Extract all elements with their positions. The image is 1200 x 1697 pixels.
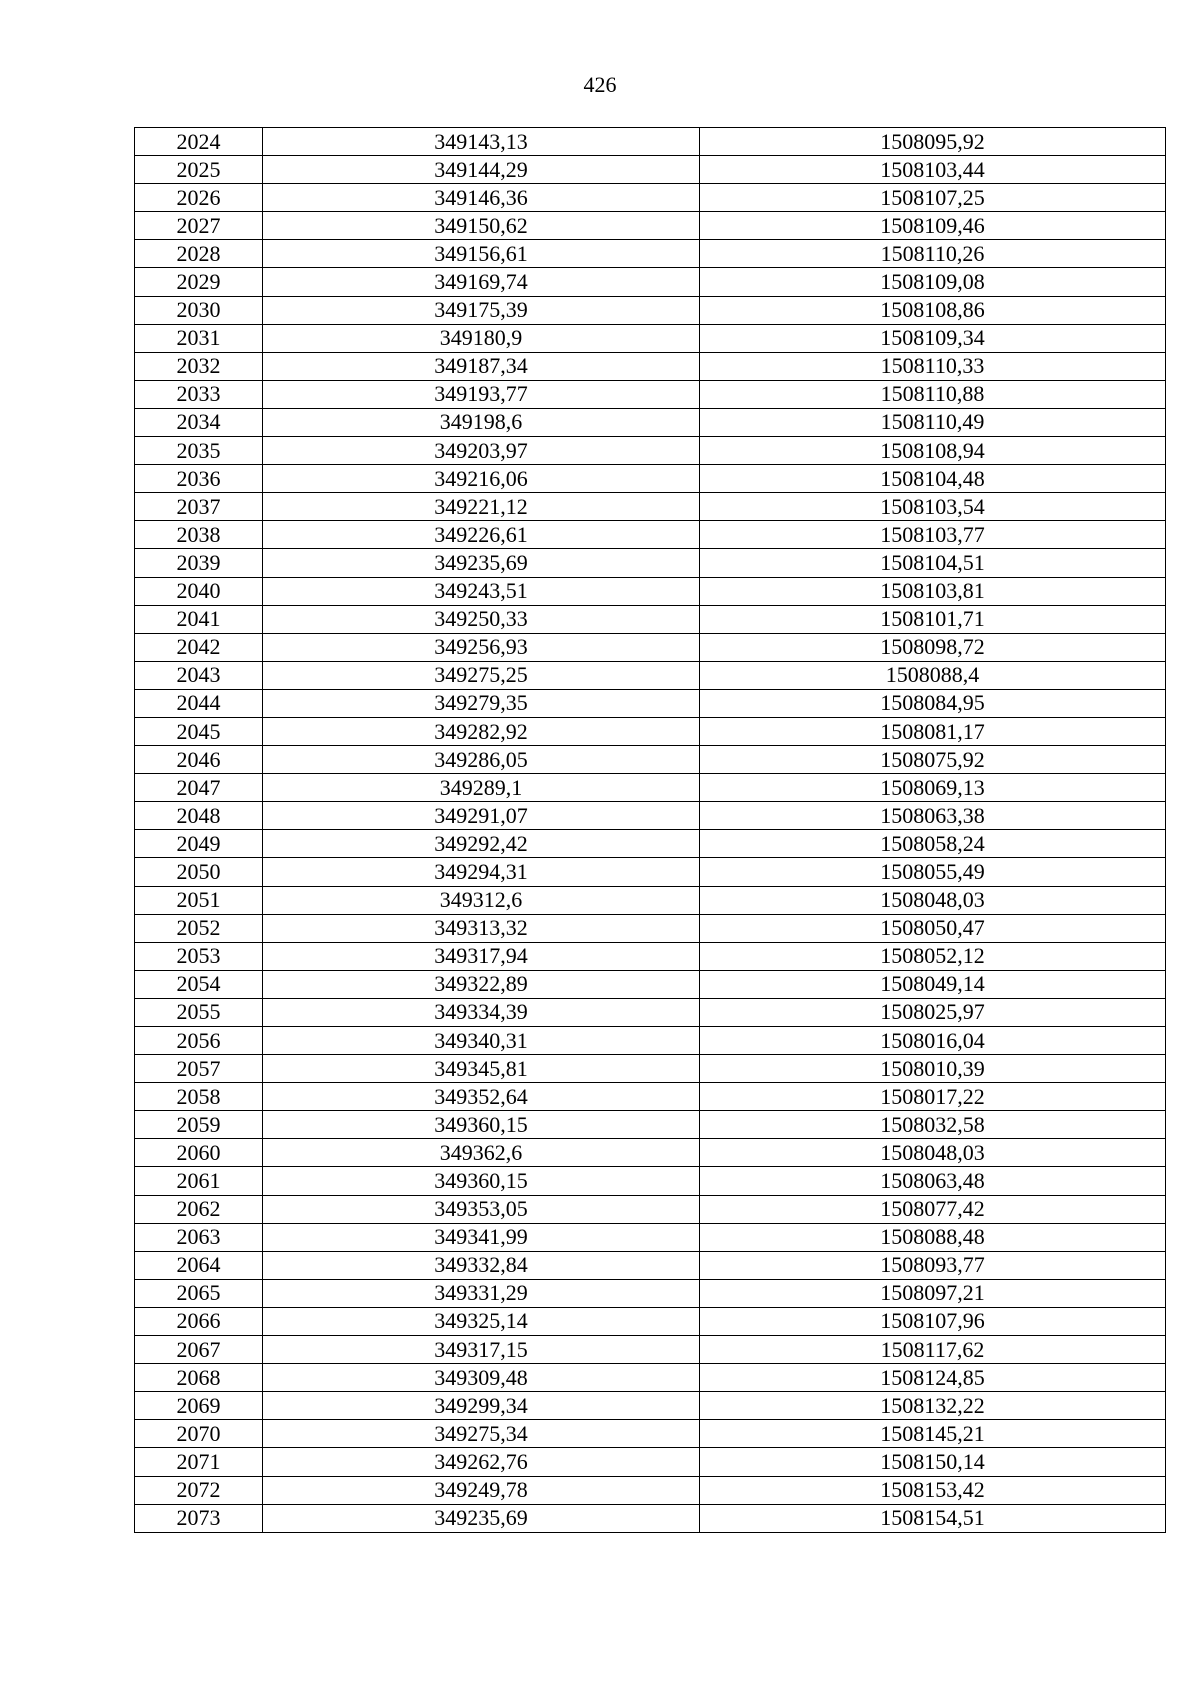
x-coordinate-cell: 349313,32 xyxy=(263,914,700,942)
table-row xyxy=(135,1364,1166,1392)
y-coordinate-cell: 1508103,77 xyxy=(700,521,1166,549)
point-number-cell: 2030 xyxy=(135,296,263,324)
y-coordinate-cell: 1508109,46 xyxy=(700,212,1166,240)
table-row xyxy=(135,858,1166,886)
point-number-cell: 2058 xyxy=(135,1083,263,1111)
x-coordinate-cell: 349317,94 xyxy=(263,942,700,970)
x-coordinate-cell: 349226,61 xyxy=(263,521,700,549)
x-coordinate-cell: 349291,07 xyxy=(263,802,700,830)
table-row xyxy=(135,1504,1166,1532)
point-number-cell: 2026 xyxy=(135,184,263,212)
y-coordinate-cell: 1508110,26 xyxy=(700,240,1166,268)
x-coordinate-cell: 349360,15 xyxy=(263,1111,700,1139)
point-number-cell: 2071 xyxy=(135,1448,263,1476)
x-coordinate-cell: 349317,15 xyxy=(263,1336,700,1364)
point-number-cell: 2029 xyxy=(135,268,263,296)
table-row xyxy=(135,689,1166,717)
table-row xyxy=(135,408,1166,436)
y-coordinate-cell: 1508063,38 xyxy=(700,802,1166,830)
x-coordinate-cell: 349175,39 xyxy=(263,296,700,324)
table-row xyxy=(135,1392,1166,1420)
table-row xyxy=(135,240,1166,268)
x-coordinate-cell: 349341,99 xyxy=(263,1223,700,1251)
coordinates-table xyxy=(134,127,1166,1533)
x-coordinate-cell: 349309,48 xyxy=(263,1364,700,1392)
y-coordinate-cell: 1508132,22 xyxy=(700,1392,1166,1420)
y-coordinate-cell: 1508110,49 xyxy=(700,408,1166,436)
x-coordinate-cell: 349235,69 xyxy=(263,1504,700,1532)
y-coordinate-cell: 1508101,71 xyxy=(700,605,1166,633)
y-coordinate-cell: 1508063,48 xyxy=(700,1167,1166,1195)
x-coordinate-cell: 349146,36 xyxy=(263,184,700,212)
table-row xyxy=(135,352,1166,380)
x-coordinate-cell: 349180,9 xyxy=(263,324,700,352)
table-row xyxy=(135,296,1166,324)
x-coordinate-cell: 349294,31 xyxy=(263,858,700,886)
point-number-cell: 2040 xyxy=(135,577,263,605)
table-row xyxy=(135,1083,1166,1111)
x-coordinate-cell: 349345,81 xyxy=(263,1055,700,1083)
point-number-cell: 2031 xyxy=(135,324,263,352)
x-coordinate-cell: 349289,1 xyxy=(263,774,700,802)
x-coordinate-cell: 349312,6 xyxy=(263,886,700,914)
y-coordinate-cell: 1508077,42 xyxy=(700,1195,1166,1223)
table-row xyxy=(135,1223,1166,1251)
x-coordinate-cell: 349275,34 xyxy=(263,1420,700,1448)
y-coordinate-cell: 1508097,21 xyxy=(700,1279,1166,1307)
point-number-cell: 2039 xyxy=(135,549,263,577)
x-coordinate-cell: 349360,15 xyxy=(263,1167,700,1195)
table-row xyxy=(135,324,1166,352)
y-coordinate-cell: 1508069,13 xyxy=(700,774,1166,802)
x-coordinate-cell: 349282,92 xyxy=(263,717,700,745)
table-row xyxy=(135,746,1166,774)
point-number-cell: 2043 xyxy=(135,661,263,689)
table-row xyxy=(135,1027,1166,1055)
point-number-cell: 2051 xyxy=(135,886,263,914)
table-row xyxy=(135,380,1166,408)
table-row xyxy=(135,212,1166,240)
table-row xyxy=(135,1279,1166,1307)
x-coordinate-cell: 349325,14 xyxy=(263,1307,700,1335)
table-row xyxy=(135,156,1166,184)
x-coordinate-cell: 349235,69 xyxy=(263,549,700,577)
point-number-cell: 2073 xyxy=(135,1504,263,1532)
x-coordinate-cell: 349353,05 xyxy=(263,1195,700,1223)
point-number-cell: 2061 xyxy=(135,1167,263,1195)
point-number-cell: 2063 xyxy=(135,1223,263,1251)
x-coordinate-cell: 349299,34 xyxy=(263,1392,700,1420)
x-coordinate-cell: 349286,05 xyxy=(263,746,700,774)
point-number-cell: 2050 xyxy=(135,858,263,886)
point-number-cell: 2032 xyxy=(135,352,263,380)
y-coordinate-cell: 1508154,51 xyxy=(700,1504,1166,1532)
y-coordinate-cell: 1508110,33 xyxy=(700,352,1166,380)
point-number-cell: 2027 xyxy=(135,212,263,240)
x-coordinate-cell: 349249,78 xyxy=(263,1476,700,1504)
table-row xyxy=(135,774,1166,802)
table-row xyxy=(135,1336,1166,1364)
point-number-cell: 2036 xyxy=(135,465,263,493)
table-row xyxy=(135,942,1166,970)
table-row xyxy=(135,605,1166,633)
y-coordinate-cell: 1508050,47 xyxy=(700,914,1166,942)
x-coordinate-cell: 349193,77 xyxy=(263,380,700,408)
y-coordinate-cell: 1508108,86 xyxy=(700,296,1166,324)
table-row xyxy=(135,128,1166,156)
x-coordinate-cell: 349169,74 xyxy=(263,268,700,296)
point-number-cell: 2049 xyxy=(135,830,263,858)
point-number-cell: 2066 xyxy=(135,1307,263,1335)
point-number-cell: 2038 xyxy=(135,521,263,549)
table-row xyxy=(135,830,1166,858)
point-number-cell: 2054 xyxy=(135,970,263,998)
table-row xyxy=(135,437,1166,465)
table-row xyxy=(135,998,1166,1026)
x-coordinate-cell: 349216,06 xyxy=(263,465,700,493)
x-coordinate-cell: 349198,6 xyxy=(263,408,700,436)
point-number-cell: 2048 xyxy=(135,802,263,830)
point-number-cell: 2044 xyxy=(135,689,263,717)
y-coordinate-cell: 1508088,4 xyxy=(700,661,1166,689)
y-coordinate-cell: 1508145,21 xyxy=(700,1420,1166,1448)
y-coordinate-cell: 1508049,14 xyxy=(700,970,1166,998)
x-coordinate-cell: 349331,29 xyxy=(263,1279,700,1307)
point-number-cell: 2069 xyxy=(135,1392,263,1420)
table-row xyxy=(135,521,1166,549)
table-row xyxy=(135,1448,1166,1476)
table-row xyxy=(135,1195,1166,1223)
y-coordinate-cell: 1508058,24 xyxy=(700,830,1166,858)
coordinates-table-body xyxy=(135,128,1166,1533)
table-row xyxy=(135,549,1166,577)
table-row xyxy=(135,661,1166,689)
y-coordinate-cell: 1508025,97 xyxy=(700,998,1166,1026)
table-row xyxy=(135,1139,1166,1167)
x-coordinate-cell: 349332,84 xyxy=(263,1251,700,1279)
y-coordinate-cell: 1508103,81 xyxy=(700,577,1166,605)
y-coordinate-cell: 1508117,62 xyxy=(700,1336,1166,1364)
x-coordinate-cell: 349275,25 xyxy=(263,661,700,689)
y-coordinate-cell: 1508104,51 xyxy=(700,549,1166,577)
point-number-cell: 2045 xyxy=(135,717,263,745)
x-coordinate-cell: 349150,62 xyxy=(263,212,700,240)
point-number-cell: 2059 xyxy=(135,1111,263,1139)
point-number-cell: 2068 xyxy=(135,1364,263,1392)
point-number-cell: 2046 xyxy=(135,746,263,774)
table-row xyxy=(135,1476,1166,1504)
y-coordinate-cell: 1508048,03 xyxy=(700,1139,1166,1167)
y-coordinate-cell: 1508032,58 xyxy=(700,1111,1166,1139)
table-row xyxy=(135,1167,1166,1195)
y-coordinate-cell: 1508150,14 xyxy=(700,1448,1166,1476)
y-coordinate-cell: 1508107,96 xyxy=(700,1307,1166,1335)
y-coordinate-cell: 1508010,39 xyxy=(700,1055,1166,1083)
x-coordinate-cell: 349362,6 xyxy=(263,1139,700,1167)
x-coordinate-cell: 349221,12 xyxy=(263,493,700,521)
y-coordinate-cell: 1508095,92 xyxy=(700,128,1166,156)
x-coordinate-cell: 349322,89 xyxy=(263,970,700,998)
table-row xyxy=(135,970,1166,998)
point-number-cell: 2070 xyxy=(135,1420,263,1448)
point-number-cell: 2057 xyxy=(135,1055,263,1083)
y-coordinate-cell: 1508017,22 xyxy=(700,1083,1166,1111)
point-number-cell: 2042 xyxy=(135,633,263,661)
x-coordinate-cell: 349203,97 xyxy=(263,437,700,465)
table-row xyxy=(135,465,1166,493)
table-row xyxy=(135,886,1166,914)
table-row xyxy=(135,717,1166,745)
point-number-cell: 2024 xyxy=(135,128,263,156)
x-coordinate-cell: 349262,76 xyxy=(263,1448,700,1476)
x-coordinate-cell: 349143,13 xyxy=(263,128,700,156)
y-coordinate-cell: 1508048,03 xyxy=(700,886,1166,914)
x-coordinate-cell: 349256,93 xyxy=(263,633,700,661)
point-number-cell: 2072 xyxy=(135,1476,263,1504)
y-coordinate-cell: 1508110,88 xyxy=(700,380,1166,408)
y-coordinate-cell: 1508098,72 xyxy=(700,633,1166,661)
point-number-cell: 2067 xyxy=(135,1336,263,1364)
y-coordinate-cell: 1508103,44 xyxy=(700,156,1166,184)
table-row xyxy=(135,1111,1166,1139)
x-coordinate-cell: 349250,33 xyxy=(263,605,700,633)
point-number-cell: 2034 xyxy=(135,408,263,436)
point-number-cell: 2052 xyxy=(135,914,263,942)
y-coordinate-cell: 1508124,85 xyxy=(700,1364,1166,1392)
point-number-cell: 2055 xyxy=(135,998,263,1026)
y-coordinate-cell: 1508052,12 xyxy=(700,942,1166,970)
point-number-cell: 2041 xyxy=(135,605,263,633)
y-coordinate-cell: 1508104,48 xyxy=(700,465,1166,493)
y-coordinate-cell: 1508153,42 xyxy=(700,1476,1166,1504)
x-coordinate-cell: 349352,64 xyxy=(263,1083,700,1111)
x-coordinate-cell: 349279,35 xyxy=(263,689,700,717)
table-row xyxy=(135,577,1166,605)
table-row xyxy=(135,1420,1166,1448)
x-coordinate-cell: 349340,31 xyxy=(263,1027,700,1055)
point-number-cell: 2033 xyxy=(135,380,263,408)
table-row xyxy=(135,802,1166,830)
y-coordinate-cell: 1508109,34 xyxy=(700,324,1166,352)
point-number-cell: 2035 xyxy=(135,437,263,465)
y-coordinate-cell: 1508107,25 xyxy=(700,184,1166,212)
point-number-cell: 2056 xyxy=(135,1027,263,1055)
x-coordinate-cell: 349187,34 xyxy=(263,352,700,380)
table-row xyxy=(135,268,1166,296)
table-row xyxy=(135,1307,1166,1335)
point-number-cell: 2025 xyxy=(135,156,263,184)
table-row xyxy=(135,914,1166,942)
x-coordinate-cell: 349292,42 xyxy=(263,830,700,858)
y-coordinate-cell: 1508084,95 xyxy=(700,689,1166,717)
point-number-cell: 2028 xyxy=(135,240,263,268)
table-row xyxy=(135,633,1166,661)
y-coordinate-cell: 1508109,08 xyxy=(700,268,1166,296)
y-coordinate-cell: 1508093,77 xyxy=(700,1251,1166,1279)
point-number-cell: 2053 xyxy=(135,942,263,970)
point-number-cell: 2047 xyxy=(135,774,263,802)
point-number-cell: 2060 xyxy=(135,1139,263,1167)
table-row xyxy=(135,1251,1166,1279)
y-coordinate-cell: 1508055,49 xyxy=(700,858,1166,886)
page-number: 426 xyxy=(583,72,617,97)
table-row xyxy=(135,493,1166,521)
table-row xyxy=(135,1055,1166,1083)
table-row xyxy=(135,184,1166,212)
y-coordinate-cell: 1508108,94 xyxy=(700,437,1166,465)
y-coordinate-cell: 1508088,48 xyxy=(700,1223,1166,1251)
y-coordinate-cell: 1508016,04 xyxy=(700,1027,1166,1055)
y-coordinate-cell: 1508103,54 xyxy=(700,493,1166,521)
x-coordinate-cell: 349156,61 xyxy=(263,240,700,268)
y-coordinate-cell: 1508075,92 xyxy=(700,746,1166,774)
x-coordinate-cell: 349334,39 xyxy=(263,998,700,1026)
x-coordinate-cell: 349243,51 xyxy=(263,577,700,605)
point-number-cell: 2062 xyxy=(135,1195,263,1223)
y-coordinate-cell: 1508081,17 xyxy=(700,717,1166,745)
point-number-cell: 2065 xyxy=(135,1279,263,1307)
point-number-cell: 2064 xyxy=(135,1251,263,1279)
x-coordinate-cell: 349144,29 xyxy=(263,156,700,184)
point-number-cell: 2037 xyxy=(135,493,263,521)
